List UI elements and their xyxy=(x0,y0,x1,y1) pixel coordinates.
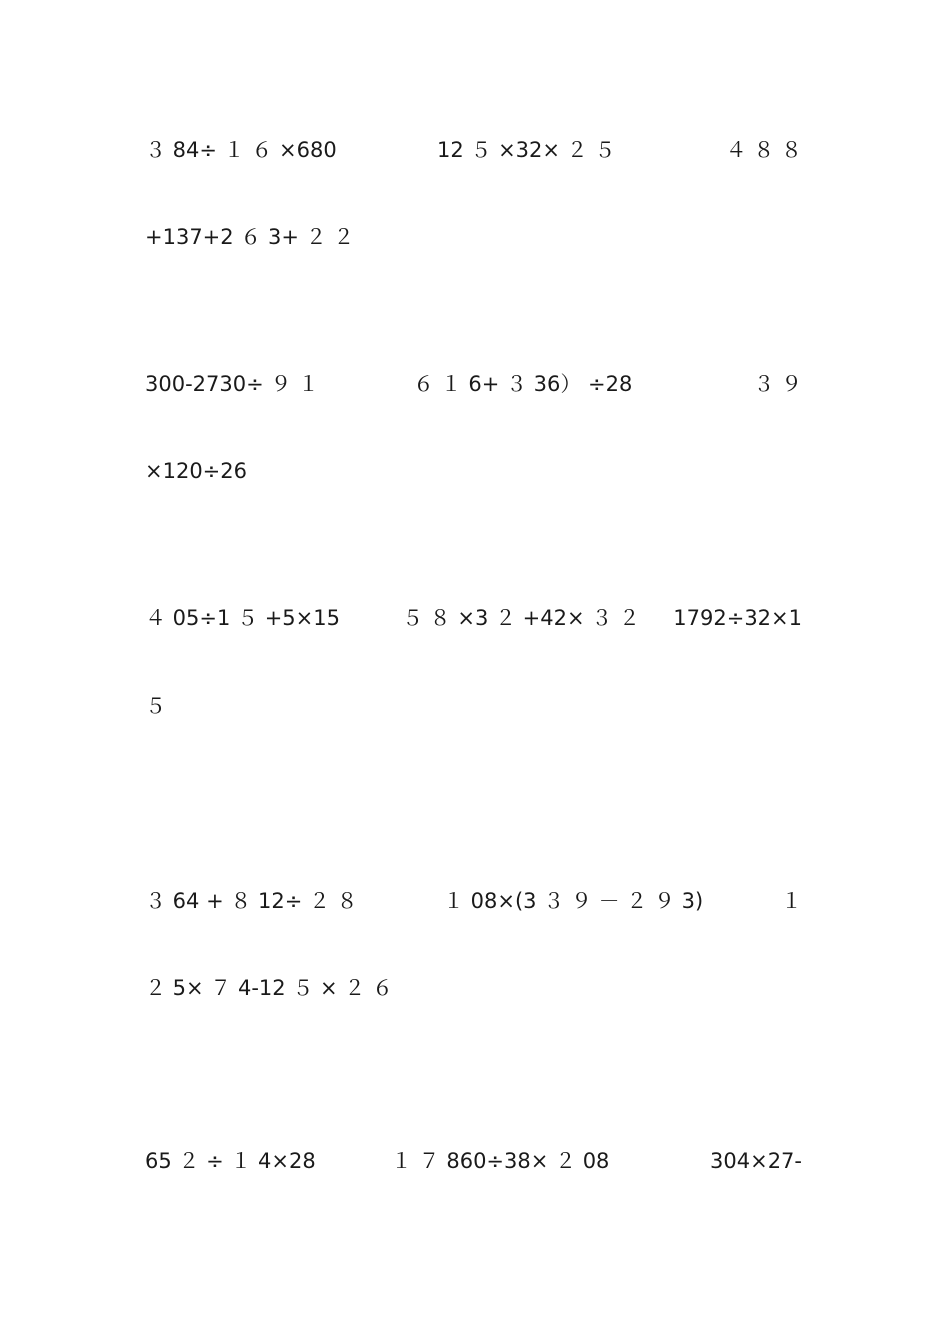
problem-5: ６ １ 6+ ３ 36） ÷28 xyxy=(413,372,633,396)
problem-8: ５ ８ ×3 ２ +42× ３ ２ xyxy=(402,606,640,630)
problem-14: １ ７ 860÷38× ２ 08 xyxy=(391,1149,610,1173)
problem-9-continuation: ５ xyxy=(145,694,166,718)
problem-11: １ 08×(3 ３ ９ － ２ ９ 3) xyxy=(443,889,704,913)
problem-3-continuation: +137+2 ６ 3+ ２ ２ xyxy=(145,225,355,249)
problem-6-continuation: ×120÷26 xyxy=(145,459,247,483)
problem-3: ４ ８ ８ xyxy=(725,138,802,162)
problem-12: １ xyxy=(781,889,802,913)
problem-12-continuation: ２ 5× ７ 4-12 ５ × ２ ６ xyxy=(145,976,393,1000)
problem-7: ４ 05÷1 ５ +5×15 xyxy=(145,606,340,630)
problem-9: 1792÷32×1 xyxy=(673,606,802,630)
problem-6: ３ ９ xyxy=(753,372,802,396)
problem-15: 304×27- xyxy=(710,1149,802,1173)
problem-1: ３ 84÷ １ ６ ×680 xyxy=(145,138,337,162)
problem-2: 12 ５ ×32× ２ ５ xyxy=(437,138,616,162)
problem-10: ３ 64 + ８ 12÷ ２ ８ xyxy=(145,889,358,913)
problem-13: 65 ２ ÷ １ 4×28 xyxy=(145,1149,316,1173)
problem-4: 300-2730÷ ９ １ xyxy=(145,372,320,396)
